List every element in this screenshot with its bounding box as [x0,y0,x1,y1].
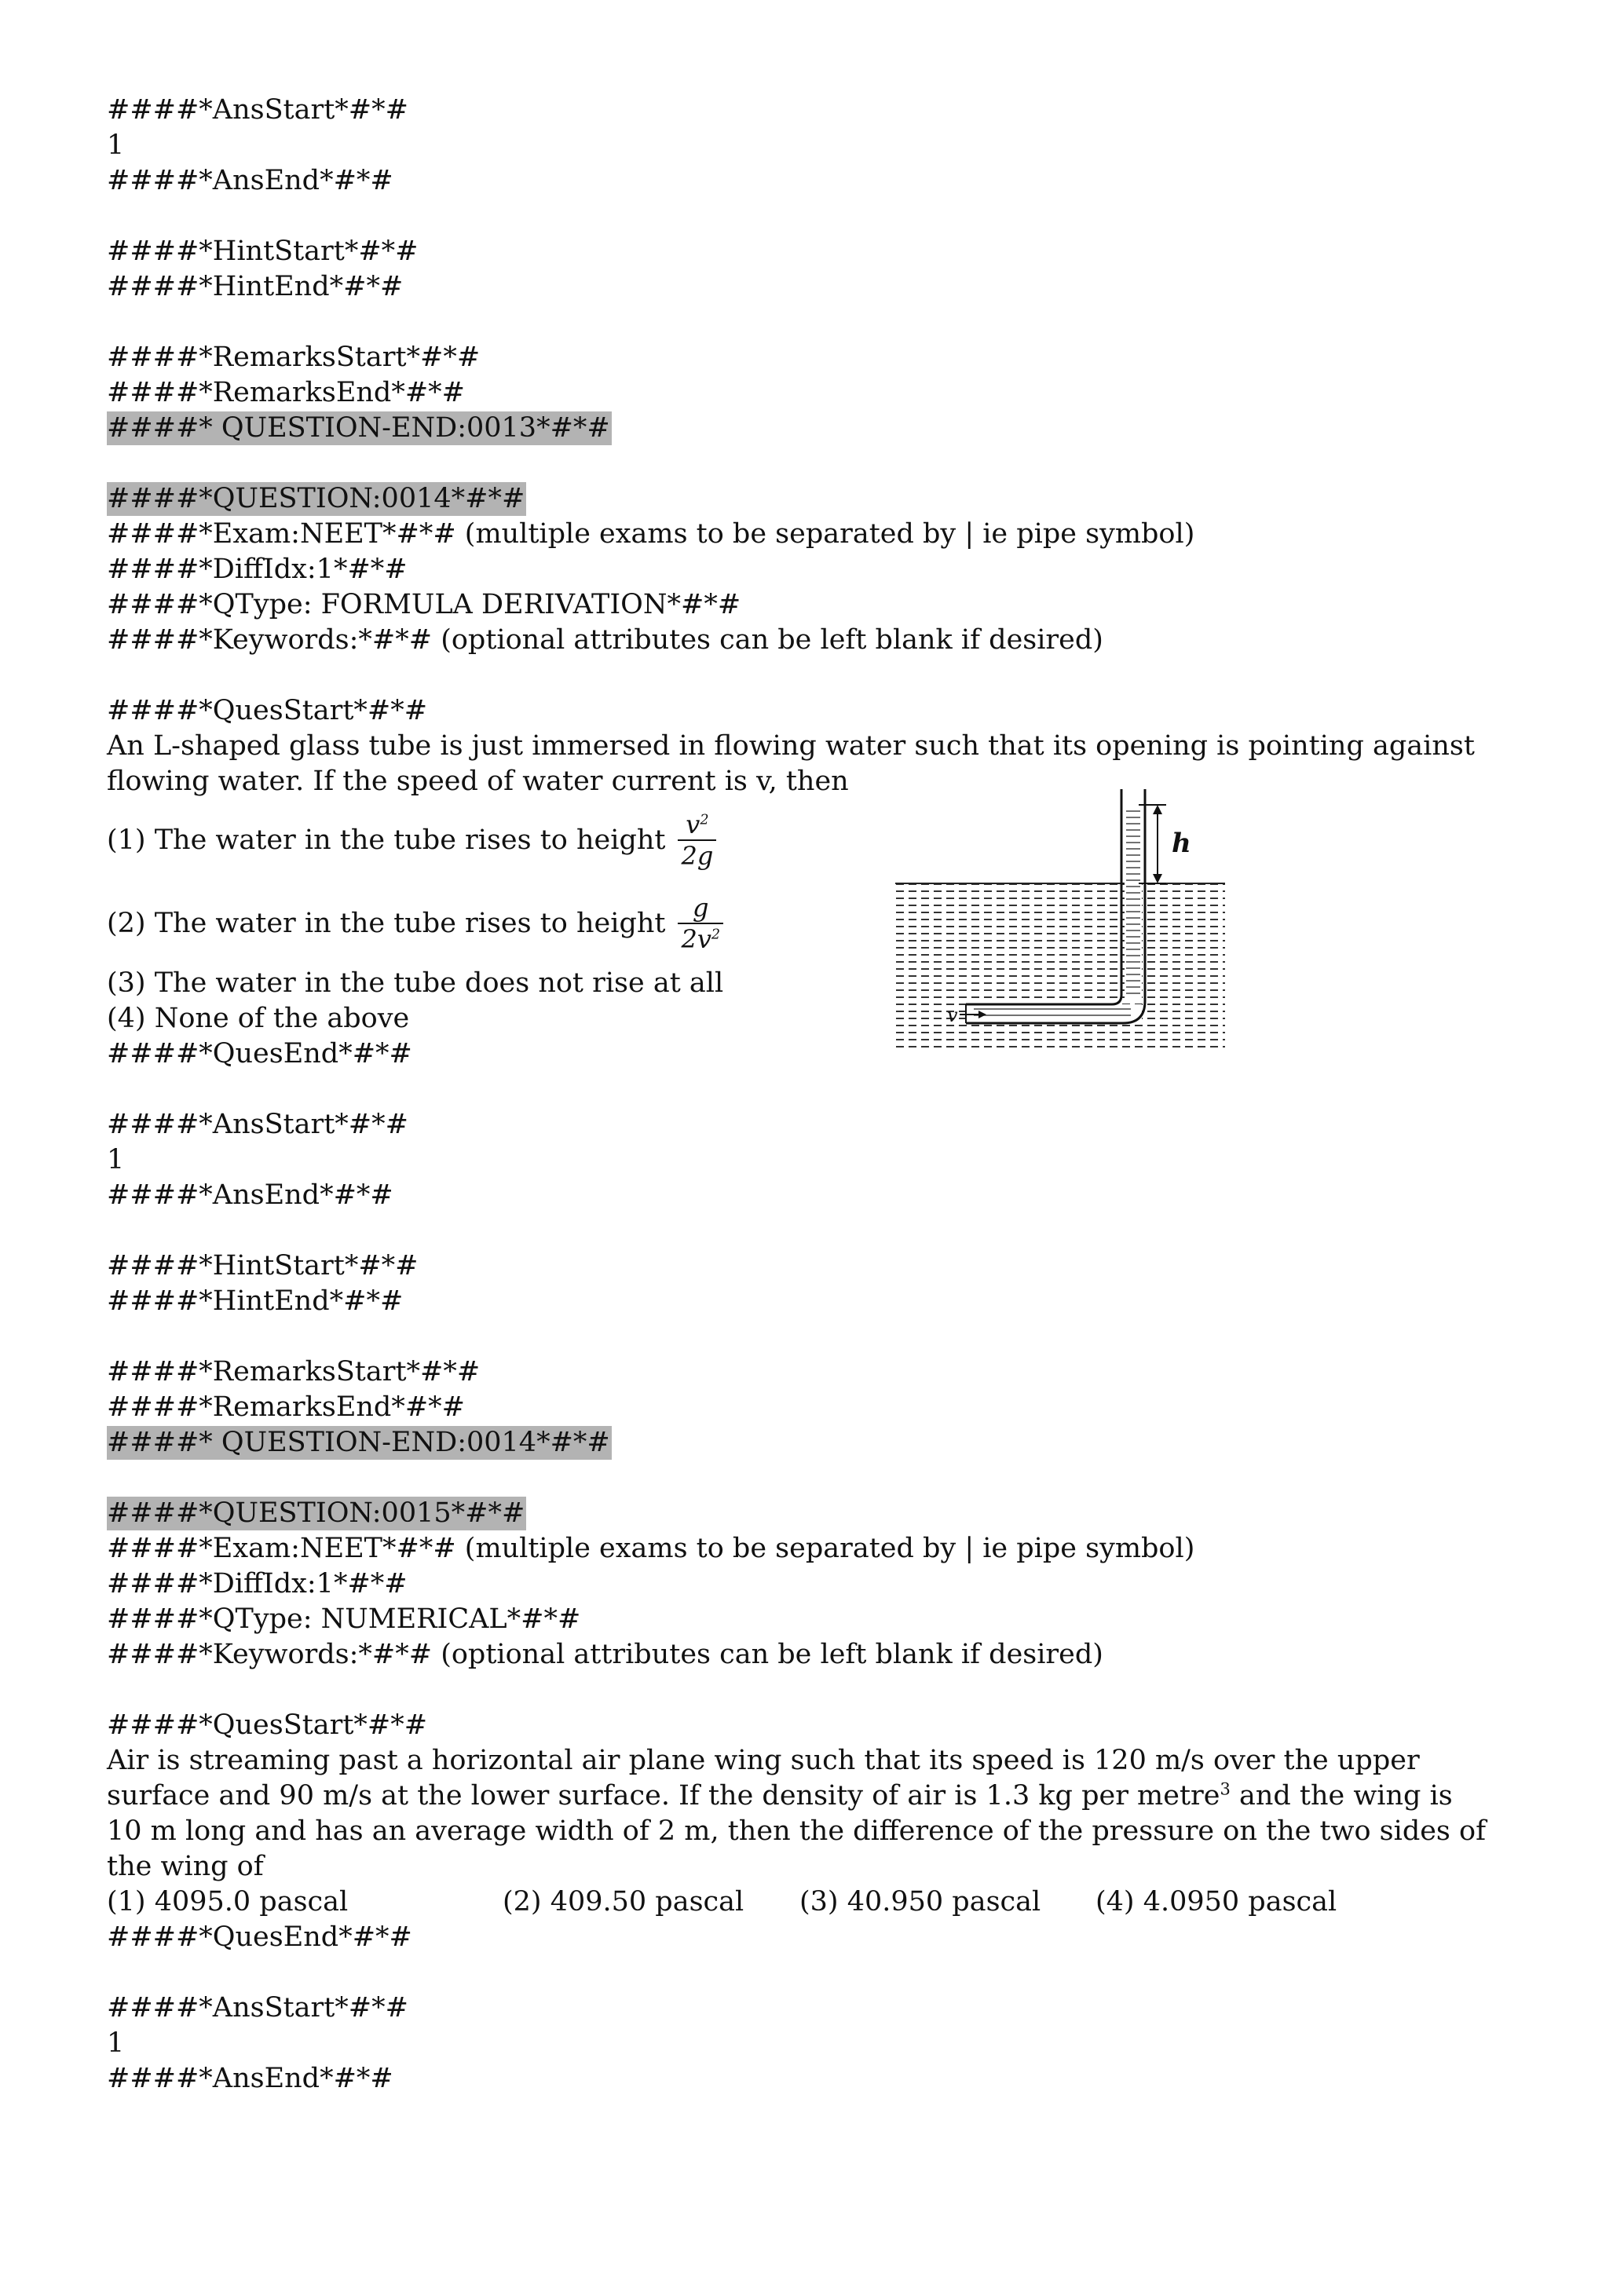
fraction-numerator: g [693,893,709,923]
option-3: (3) The water in the tube does not rise at all [107,967,724,999]
exponent: 2 [700,812,709,828]
cube-exponent: 3 [1220,1779,1231,1799]
question-header: ####*QUESTION:0014*#*# [107,483,525,514]
options-row [107,1885,1520,1920]
option-1: (1) 4095.0 pascal [107,1886,349,1918]
exam-line: ####*Exam:NEET*#*# (multiple exams to be separated by | ie pipe symbol) [107,518,1195,550]
answer-start-marker: ####*AnsStart*#*# [107,1992,408,2024]
ques-end-marker: ####*QuesEnd*#*# [107,1921,412,1953]
h-arrow-up [1153,805,1162,814]
l-tube-figure [895,789,1225,1048]
question-text-part-b: and the wing is 10 m long and has an average width of 2 m, then the difference of the pressure on the two sides of the wing of [107,1780,1487,1882]
difficulty-line: ####*DiffIdx:1*#*# [107,554,408,585]
question-header: ####*QUESTION:0015*#*# [107,1497,525,1529]
remarks-end-marker: ####*RemarksEnd*#*# [107,1391,465,1423]
question-text-part-a: Air is streaming past a horizontal air plane wing such that its speed is 120 m/s over the upper surface and 90 m/s at the lower surface. If the density of air is 1.3 kg per metre [107,1745,1420,1812]
option-2: (2) 409.50 pascal [503,1886,744,1918]
hint-end-marker: ####*HintEnd*#*# [107,1285,404,1317]
ques-start-marker: ####*QuesStart*#*# [107,1709,428,1741]
question-text: An L-shaped glass tube is just immersed in flowing water such that its opening is pointing against flowing water. If the speed of water current is v, then [107,730,1475,797]
answer-value: 1 [107,2027,125,2059]
fraction-numerator: v [686,810,700,839]
ques-start-marker: ####*QuesStart*#*# [107,695,428,726]
option-4: (4) None of the above [107,1003,410,1034]
option-1 [107,799,1520,881]
hint-start-marker: ####*HintStart*#*# [107,236,419,267]
qtype-line: ####*QType: FORMULA DERIVATION*#*# [107,589,741,620]
ques-end-marker: ####*QuesEnd*#*# [107,1038,412,1069]
remarks-end-marker: ####*RemarksEnd*#*# [107,377,465,408]
option-2-fraction [678,893,723,954]
difficulty-line: ####*DiffIdx:1*#*# [107,1568,408,1600]
exponent: 2 [711,927,721,943]
remarks-start-marker: ####*RemarksStart*#*# [107,1356,481,1387]
fraction-denominator: 2v [681,924,711,954]
l-tube-diagram [895,789,1225,1048]
v-label: v [947,1004,958,1026]
exam-line: ####*Exam:NEET*#*# (multiple exams to be separated by | ie pipe symbol) [107,1533,1195,1564]
document-page [107,93,1520,2097]
hint-end-marker: ####*HintEnd*#*# [107,271,404,302]
fraction-denominator: 2g [681,841,714,871]
h-arrow-down [1153,874,1162,883]
question-end-marker: ####* QUESTION-END:0014*#*# [107,1427,610,1458]
option-3: (3) 40.950 pascal [799,1886,1041,1918]
answer-end-marker: ####*AnsEnd*#*# [107,165,393,196]
tube-arm-interior [966,1004,1142,1020]
h-label: h [1172,828,1191,859]
answer-end-marker: ####*AnsEnd*#*# [107,1179,393,1211]
answer-value: 1 [107,130,125,161]
answer-start-marker: ####*AnsStart*#*# [107,1109,408,1140]
hint-start-marker: ####*HintStart*#*# [107,1250,419,1281]
option-1-fraction [678,810,716,871]
qtype-line: ####*QType: NUMERICAL*#*# [107,1603,581,1635]
answer-value: 1 [107,1144,125,1175]
question-end-marker: ####* QUESTION-END:0013*#*# [107,412,610,444]
tube-interior [1125,805,1142,1001]
question-text [107,1743,1489,1885]
answer-end-marker: ####*AnsEnd*#*# [107,2063,393,2094]
option-1-text: (1) The water in the tube rises to height [107,824,666,856]
keywords-line: ####*Keywords:*#*# (optional attributes can be left blank if desired) [107,624,1103,656]
option-4: (4) 4.0950 pascal [1095,1886,1337,1918]
option-2 [107,881,1520,966]
remarks-start-marker: ####*RemarksStart*#*# [107,342,481,373]
answer-start-marker: ####*AnsStart*#*# [107,94,408,126]
option-2-text: (2) The water in the tube rises to height [107,908,666,939]
keywords-line: ####*Keywords:*#*# (optional attributes can be left blank if desired) [107,1639,1103,1670]
